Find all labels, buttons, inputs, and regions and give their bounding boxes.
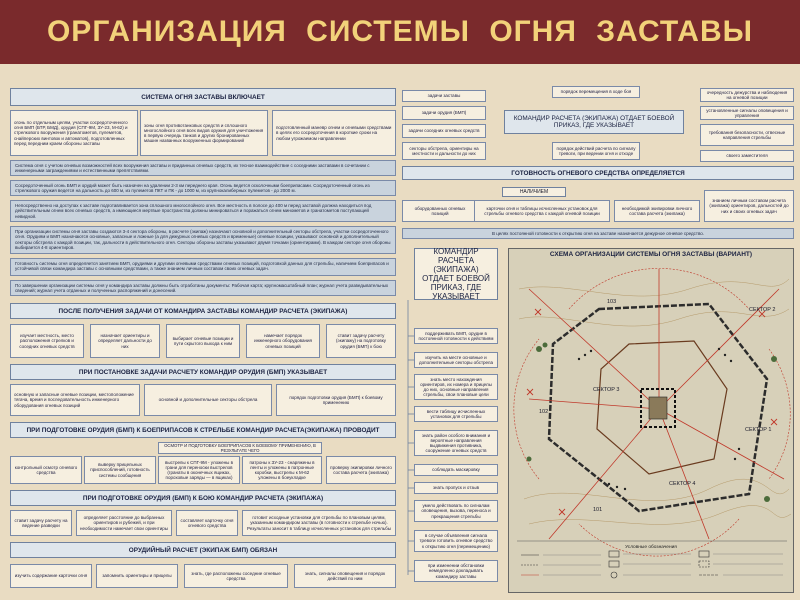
duty-item <box>414 464 498 476</box>
readiness-note: В целях постоянной готовности к открытию огня на заставе назначается дежурное огневое средство. <box>402 228 794 239</box>
crew-duty-cell <box>294 564 396 588</box>
cell-text: выверку прицельных приспособлений, готовность системы сообщения <box>90 462 150 478</box>
cell-text: очередность дежурства и наблюдения на огневой позиции <box>706 89 788 100</box>
fire-system-cell <box>140 110 268 156</box>
cell-text: знать район особого внимания и вероятные направления выдвижения противника, сооружение огневых средств <box>421 432 491 454</box>
ammo-prep-cell <box>10 456 82 484</box>
cell-text: ставит задачу расчету на ведение разведки <box>14 517 68 528</box>
section-fire-system-includes <box>10 88 396 106</box>
cell-text: ставит задачу расчету (экипажу) на подготовку орудия (БМП) к бою <box>335 333 387 349</box>
cell-text: определяет расстояние до выбранных ориентиров и рубежей, и при необходимости намечает свои ориентиры <box>80 515 168 531</box>
landmark-102: 102 <box>539 409 549 415</box>
duty-item <box>414 560 498 582</box>
commander-task-cell <box>402 90 486 102</box>
commander-order-header <box>504 110 684 134</box>
section-title: ПРИ ПОДГОТОВКЕ ОРУДИЯ (БМП) К БОЕПРИПАСОВ К СТРЕЛЬБЕ КОМАНДИР РАСЧЕТА(ЭКИПАЖА) ПРОВОДИТ <box>26 426 380 434</box>
cell-text: необходимой экипировки личного состава расчета (экипажа) <box>621 205 693 216</box>
section-title: ГОТОВНОСТЬ ОГНЕВОГО СРЕДСТВА ОПРЕДЕЛЯЕТСЯ <box>511 169 685 177</box>
section-title: ПРИ ПОСТАНОВКЕ ЗАДАЧИ РАСЧЕТУ КОМАНДИР ОРУДИЯ (БМП) УКАЗЫВАЕТ <box>78 368 328 376</box>
fire-system-cell <box>272 110 396 156</box>
sector-2-label: СЕКТОР 2 <box>749 307 776 313</box>
cell-text: знать, где расположены соседние огневые средства <box>191 570 281 581</box>
battle-prep-cell <box>10 510 72 536</box>
cell-text: основной и дополнительные секторы обстрела <box>158 397 258 403</box>
duty-item <box>414 374 498 400</box>
info-paragraph: Сосредоточенный огонь БМП и орудий может быть назначен на удалении 2-3 км переднего края. Огонь ведется осколочными боеприпасами. Сосредоточенный огонь из стрелкового оружия ведется на дальность до 600 м, из пулеметов ПКТ и ПК - до 1000 м, из крупнокалиберных пулеметов - до 2000 м. <box>10 180 396 196</box>
commander-order-box <box>414 248 498 300</box>
ammo-prep-subheader <box>158 442 322 454</box>
info-paragraph: При организации системы огня заставы создаются 3-4 сектора обороны, в расчете (экипаж) назначают основной и дополнительный секторы обстрела, участки сосредоточенного огня. Орудиям и БМП назначаются основные, запасные и ложные (а для дежурных огневых средств и временные) огневые позиции, указывают основной и дополнительный секторы обстрела с каждой позиции, так, дальности в действительного огня. Секторы обороны заставы указывают двумя точками (ориентирами). В каждом секторе огня обороны выбирается 4-8 ориентиров. <box>10 226 396 254</box>
cell-text: задачи соседних огневых средств <box>408 128 480 134</box>
map-title: СХЕМА ОРГАНИЗАЦИИ СИСТЕМЫ ОГНЯ ЗАСТАВЫ (ВАРИАНТ) <box>549 251 753 258</box>
sector-3-label: СЕКТОР 3 <box>593 387 620 393</box>
cell-text: ОСМОТР И ПОДГОТОВКУ БОЕПРИПАСОВ К БОЕВОМУ ПРИМЕНЕНИЮ, В РЕЗУЛЬТАТЕ ЧЕГО <box>164 442 316 453</box>
task-setting-cell <box>144 384 272 416</box>
map-legend-title: Условные обозначения <box>625 545 677 550</box>
commander-task-cell <box>402 142 486 160</box>
sector-4-label: СЕКТОР 4 <box>669 481 696 487</box>
cell-text: требования безопасности, отвесные направления стрельбы <box>708 129 786 140</box>
cell-text: поддерживать БМП, орудие в постоянной готовности к действиям <box>418 330 494 341</box>
cell-text: зоны огня противотанковых средств и сплошного многослойного огня всех видов оружия для уничтожения в первую очередь танков и других бронированных машин названных вооруженных формирований <box>144 122 264 144</box>
section-title: ПРИ ПОДГОТОВКЕ ОРУДИЯ (БМП) К БОЮ КОМАНДИР РАСЧЕТА (ЭКИПАЖА) <box>82 494 324 502</box>
cell-text: оборудованных огневых позиций <box>414 205 466 216</box>
commander-task-cell-right <box>700 106 794 120</box>
duty-item <box>414 328 498 344</box>
ammo-prep-cell <box>84 456 156 484</box>
landmark-103: 103 <box>607 299 617 305</box>
readiness-nalichiem <box>502 187 566 197</box>
cell-text: карточки огня и таблицы исчисленных установок для стрельбы огневого средства с каждой огневой позиции <box>484 205 600 216</box>
commander-action-cell <box>10 324 84 358</box>
ammo-prep-cell <box>158 456 240 484</box>
duty-item <box>414 482 498 494</box>
info-paragraph: По завершении организации системы огня у командира заставы должны быть отработаны документы: Рабочая карта; крупномасштабный план; журнал учета разведывательных сведений; журнал учета отданных и полученных распоряжений и донесений. <box>10 280 396 296</box>
readiness-cell <box>402 200 478 222</box>
commander-task-cell-right <box>700 150 794 162</box>
cell-text: знать пропуск и отзыв <box>432 485 480 491</box>
readiness-cell <box>704 190 794 222</box>
cell-text: готовит исходные установки для стрельбы по плановым целям, указанным командиром заставы (в готовности к стрельбе ночью). Результаты заносит в таблицу исчисленных установок для стрельбы <box>247 515 391 531</box>
commander-action-cell <box>90 324 160 358</box>
cell-text: задачи орудия (БМП) <box>421 110 467 116</box>
ammo-prep-cell <box>326 456 396 484</box>
battle-prep-cell <box>76 510 172 536</box>
cell-text: изучить на месте основные и дополнительные секторы обстрела <box>419 354 493 365</box>
cell-text: патроны к ЗУ-23 - снаряжены в ленты и уложены в патронные коробки, выстрелы к М-62 уложены в боеукладке <box>249 459 315 481</box>
duty-item <box>414 500 498 522</box>
section-ammo-prep <box>10 422 396 438</box>
page-header <box>0 0 800 64</box>
cell-text: КОМАНДИР РАСЧЕТА (ЭКИПАЖА) ОТДАЕТ БОЕВОЙ ПРИКАЗ, ГДЕ УКАЗЫВАЕТ <box>422 247 490 301</box>
task-setting-cell <box>276 384 396 416</box>
section-crew-duties <box>10 542 396 558</box>
commander-action-cell <box>246 324 320 358</box>
section-task-setting <box>10 364 396 380</box>
commander-task-cell-right <box>700 88 794 102</box>
info-paragraph: Готовность системы огня определяется занятием БМП, орудиями и другими огневыми средствами огневых позиций, подготовкой данных для стрельбы, наличием боеприпасов и устойчивой связи командира заставы с основными средствами, а также знанием личным составом своих огневых задач. <box>10 258 396 276</box>
battle-prep-cell <box>176 510 238 536</box>
cell-text: порядок подготовки орудия (БМП) к боевому применению <box>289 394 383 405</box>
cell-text: умело действовать по сигналам оповещения, вызова, переноса и прекращения стрельбы <box>421 503 491 519</box>
cell-text: подготовленный маневр огнем и огневыми средствами в целях его сосредоточения в короткие сроки на любом угрожаемом направлении <box>276 125 392 141</box>
cell-text: запомнить ориентиры и прицелы <box>102 573 172 579</box>
cell-text: выбирает огневые позиции и пути скрытого выхода к ним <box>172 335 234 346</box>
map-drawing <box>509 249 795 594</box>
commander-task-cell <box>402 106 486 120</box>
duty-item <box>414 406 498 422</box>
cell-text: знать, сигналы оповещения и порядок действий по ним <box>304 570 386 581</box>
cell-text: изучает местность, место расположения стрелков и соседних огневых средств <box>19 333 75 349</box>
cell-text: установленные сигналы оповещения и управления <box>706 107 788 118</box>
order-top-cell <box>552 86 640 98</box>
duty-item <box>414 530 498 552</box>
sector-1-label: СЕКТОР 1 <box>745 427 772 433</box>
cell-text: задачи заставы <box>427 93 461 99</box>
cell-text: секторы обстрела, ориентиры на местности и дальности до них <box>409 145 479 156</box>
cell-text: изучить содержание карточки огня <box>14 573 88 579</box>
commander-task-cell-right <box>700 124 794 146</box>
page-title: ОРГАНИЗАЦИЯ СИСТЕМЫ ОГНЯ ЗАСТАВЫ <box>46 15 754 48</box>
cell-text: КОМАНДИР РАСЧЕТА (ЭКИПАЖА) ОТДАЕТ БОЕВОЙ ПРИКАЗ, ГДЕ УКАЗЫВАЕТ <box>513 114 675 129</box>
crew-duty-cell <box>10 564 92 588</box>
commander-action-cell <box>326 324 396 358</box>
cell-text: контрольный осмотр огневого средства <box>14 464 78 475</box>
fire-system-scheme-map <box>508 248 794 593</box>
commander-task-cell <box>402 124 486 138</box>
cell-text: порядок перемещения в ходе боя <box>560 89 632 95</box>
cell-text: в случае объявления сигнала тревоги готовить огневое средство к открытию огня (перемещению) <box>419 533 493 549</box>
cell-text: огонь по отдельным целям, участки сосредоточенного огня БМП (БТР, БМД), орудия (СПГ-9М, ЗУ-23, М-62) и стрелкового вооружения (гранатометов, пулеметов, снайперских винтовок и автоматов), подготовленных перед передним краем обороны заставы <box>14 119 128 146</box>
cell-text: знать место нахождения ориентиров, их номера и прицелы до них, основные направления стрельбы, свои плановые цели <box>420 376 492 398</box>
cell-text: знанием личным составом расчета (экипажа) ориентиров, дальностей до них и своих огневых задач <box>709 198 789 214</box>
section-title: ПОСЛЕ ПОЛУЧЕНИЯ ЗАДАЧИ ОТ КОМАНДИРА ЗАСТАВЫ КОМАНДИР РАСЧЕТА (ЭКИПАЖА) <box>58 307 348 315</box>
order-bottom-cell <box>552 142 640 160</box>
duty-item <box>414 430 498 456</box>
crew-duty-cell <box>96 564 178 588</box>
info-paragraph: Система огня с учетом огневых возможностей всех вооружения заставы и приданных огневых средств, их тесное взаимодействие с соседними заставами в сочетании с инженерными заграждениями и естественными препятствиями. <box>10 160 396 176</box>
cell-text: НАЛИЧИЕМ <box>519 189 549 195</box>
cell-text: своего заместителя <box>726 153 768 159</box>
cell-text: порядок действий расчета по сигналу тревоги, при ведении огня и отходе <box>556 145 636 156</box>
commander-action-cell <box>166 324 240 358</box>
cell-text: проверку экипировки личного состава расчета (экипажа) <box>330 464 392 475</box>
cell-text: выстрелы к СПГ-9М - уложены в грани для переноски выстрелов (гранаты в оконечных ящиках, пороховые заряды — в ящиках) <box>165 459 233 481</box>
readiness-cell <box>474 200 610 222</box>
landmark-101: 101 <box>593 507 603 513</box>
connector-lines <box>400 300 416 590</box>
duty-item <box>414 352 498 368</box>
cell-text: назначает ориентиры и определяет дальности до них <box>98 333 152 349</box>
cell-text: составляет карточку огня огневого средства <box>180 517 234 528</box>
section-title: ОРУДИЙНЫЙ РАСЧЕТ (ЭКИПАЖ БМП) ОБЯЗАН <box>128 546 278 554</box>
cell-text: соблюдать маскировку <box>432 467 480 473</box>
ammo-prep-cell <box>242 456 322 484</box>
info-paragraph: Непосредственно на доступах к заставе подготавливается зона сплошного многослойного огня. Все местность в полосе до 400 м перед заставой должна находиться под действительным огнем всех огневых средств, а имеющиеся мертвые пространства должны минироваться и поражаться огнем минометов и гранатометов поступающей невидной. <box>10 200 396 222</box>
cell-text: вести таблицу исчисленных установок для стрельбы <box>426 408 486 419</box>
cell-text: основную и запасные огневые позиции, местоположение тягача, время и последовательность инженерного оборудования огневых позиций <box>14 392 134 408</box>
section-readiness <box>402 166 794 180</box>
crew-duty-cell <box>184 564 288 588</box>
cell-text: намечает порядок инженерного оборудования огневых позиций <box>254 333 312 349</box>
section-battle-prep <box>10 490 396 506</box>
battle-prep-cell <box>242 510 396 536</box>
section-title: СИСТЕМА ОГНЯ ЗАСТАВЫ ВКЛЮЧАЕТ <box>141 93 265 101</box>
task-setting-cell <box>10 384 140 416</box>
cell-text: при изменении обстановки немедленно докладывать командиру заставы <box>427 563 485 579</box>
fire-system-cell <box>10 110 138 156</box>
section-after-task <box>10 303 396 319</box>
readiness-cell <box>614 200 700 222</box>
